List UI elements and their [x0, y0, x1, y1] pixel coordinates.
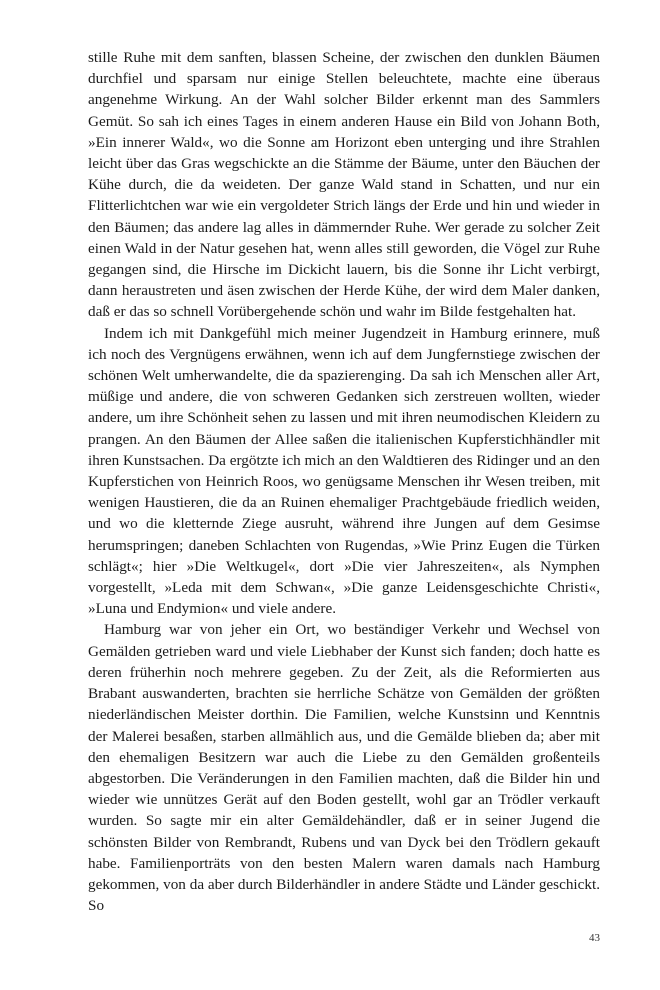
body-text: [88, 47, 600, 916]
paragraph-continuation: stille Ruhe mit dem sanften, blassen Scheine, der zwischen den dunklen Bäumen durchfiel und sparsam nur einige Stellen beleuchtete, machte eine überaus angenehme Wirkung. An der Wahl solcher Bilder erkennt man des Sammlers Gemüt. So sah ich eines Tages in einem anderen Hause ein Bild von Johann Both, »Ein innerer Wald«, wo die Sonne am Horizont eben unterging und ihre Strahlen leicht über das Gras wegschickte an die Stämme der Bäume, unter den Bäuchen der Kühe durch, die da weideten. Der ganze Wald stand in Schatten, und nur ein Flitterlichtchen war wie ein vergoldeter Strich längs der Erde und hin und wieder in den Bäumen; das andere lag alles in dämmernder Ruhe. Wer gerade zu solcher Zeit einen Wald in der Natur gesehen hat, wenn alles still geworden, die Vögel zur Ruhe gegangen sind, die Hirsche im Dickicht lauern, bis die Sonne ihr Licht verbirgt, dann heraustreten und äsen zwischen der Herde Kühe, der wird dem Maler danken, daß er das so schnell Vorübergehende schön und wahr im Bilde festgehalten hat.: [88, 49, 600, 321]
page-number: 43: [589, 932, 600, 944]
paragraph-hamburg-trade: Hamburg war von jeher ein Ort, wo beständiger Verkehr und Wechsel von Gemälden getrieben ward und viele Liebhaber der Kunst sich fanden; doch hatte es deren früherhin noch mehrere gegeben. Zu der Zeit, als die Reformierten aus Brabant auswanderten, brachten sie herrliche Schätze von Gemälden der größten niederländischen Meister dorthin. Die Familien, welche Kunstsinn und Kenntnis der Malerei besaßen, starben allmählich aus, und die Gemälde blieben da; aber mit den ehemaligen Besitzern war auch die Liebe zu den Gemälden großenteils abgestorben. Die Veränderungen in den Familien machten, daß die Bilder hin und wieder wie unnützes Gerät auf den Boden gestellt, wohl gar an Trödler verkauft wurden. So sagte mir ein alter Gemäldehändler, daß er in seiner Jugend die schönsten Bilder von Rembrandt, Rubens und van Dyck bei den Trödlern gekauft habe. Familienporträts von den besten Malern waren damals nach Hamburg gekommen, von da aber durch Bilderhändler in andere Städte und Länder geschickt. So: [88, 621, 600, 915]
paragraph-jungfernstieg: Indem ich mit Dankgefühl mich meiner Jugendzeit in Hamburg erinnere, muß ich noch des Vergnügens erwähnen, wenn ich auf dem Jungfernstiege zwischen der schönen Welt umherwandelte, die da spazierenging. Da sah ich Menschen aller Art, müßige und andere, die von schweren Gedanken sich zerstreuen wollten, wieder andere, um ihre Schönheit sehen zu lassen und mit ihren neumodischen Kleidern zu prangen. An den Bäumen der Allee saßen die italienischen Kupferstichhändler mit ihren Kunstsachen. Da ergötzte ich mich an den Waldtieren des Ridinger und an den Kupferstichen von Heinrich Roos, wo genügsame Menschen ihr Wesen treiben, mit wenigen Haustieren, die da an Ruinen ehemaliger Prachtgebäude friedlich weiden, und wo die kletternde Ziege ausruht, während ihre Jungen auf dem Gesimse herumspringen; daneben Schlachten von Rugendas, »Wie Prinz Eugen die Türken schlägt«; hier »Die Weltkugel«, dort »Die vier Jahreszeiten«, als Nymphen vorgestellt, »Leda mit dem Schwan«, »Die ganze Leidensgeschichte Christi«, »Luna und Endymion« und viele andere.: [88, 324, 600, 618]
